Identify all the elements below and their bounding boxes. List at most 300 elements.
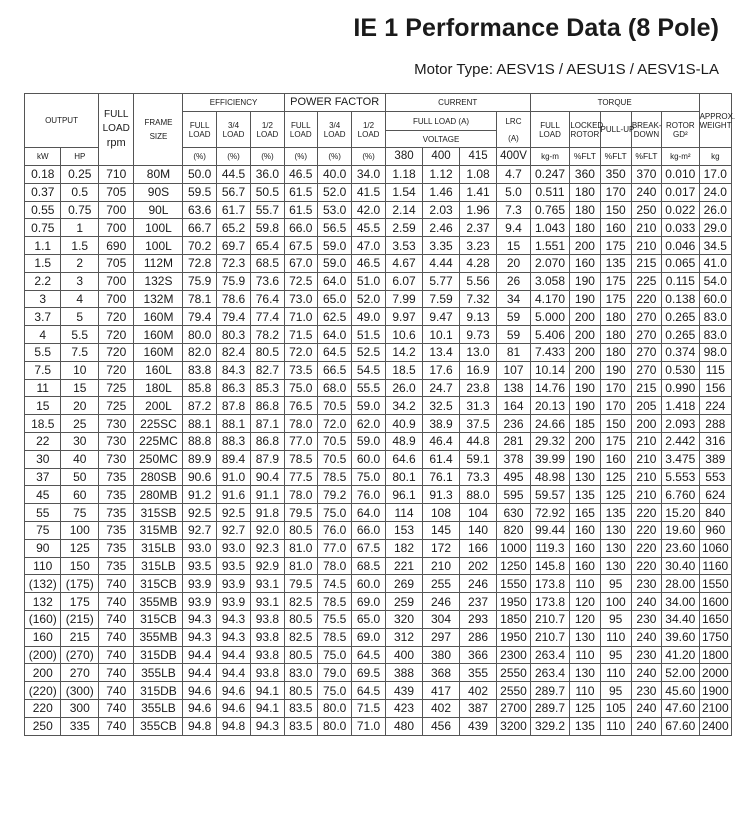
cell-torque-locked-rotor: 165 — [570, 504, 600, 522]
cell-torque-full-load: 210.7 — [530, 610, 570, 628]
cell-hp: 2 — [61, 254, 99, 272]
cell-torque-locked-rotor: 200 — [570, 361, 600, 379]
cell-weight: 1650 — [699, 610, 731, 628]
cell-eff-34: 92.7 — [216, 521, 250, 539]
cell-torque-pull-up: 125 — [600, 486, 631, 504]
cell-hp: 335 — [61, 717, 99, 735]
cell-torque-locked-rotor: 190 — [570, 397, 600, 415]
full-load-speed-header: FULL LOAD rpm — [99, 94, 134, 166]
cell-weight: 17.0 — [699, 166, 731, 184]
cell-kw: (220) — [25, 682, 61, 700]
pf-12-unit: (%) — [352, 148, 385, 166]
cell-torque-locked-rotor: 200 — [570, 432, 600, 450]
cell-eff-full: 94.6 — [183, 699, 216, 717]
torque-locked-rotor-header: LOCKED ROTOR — [570, 112, 600, 148]
cell-pf-34: 70.5 — [317, 432, 351, 450]
cell-frame: 90L — [134, 201, 183, 219]
cell-rpm: 740 — [99, 646, 134, 664]
cell-torque-locked-rotor: 125 — [570, 699, 600, 717]
cell-pf-12: 64.5 — [352, 682, 385, 700]
cell-pf-full: 80.5 — [284, 610, 317, 628]
cell-torque-full-load: 263.4 — [530, 664, 570, 682]
cell-torque-break-down: 230 — [631, 646, 661, 664]
cell-pf-34: 78.0 — [317, 557, 351, 575]
cell-pf-12: 69.0 — [352, 593, 385, 611]
cell-eff-full: 94.3 — [183, 628, 216, 646]
cell-eff-34: 79.4 — [216, 308, 250, 326]
pf-12-load-header: 1/2 LOAD — [352, 112, 385, 148]
cell-rotor-gd2: 45.60 — [662, 682, 700, 700]
cell-pf-34: 56.5 — [317, 219, 351, 237]
cell-kw: 75 — [25, 521, 61, 539]
cell-current-380: 269 — [385, 575, 423, 593]
cell-rotor-gd2: 0.265 — [662, 308, 700, 326]
cell-pf-12: 59.0 — [352, 432, 385, 450]
cell-eff-full: 85.8 — [183, 379, 216, 397]
cell-rotor-gd2: 34.40 — [662, 610, 700, 628]
table-row — [25, 379, 732, 397]
cell-eff-12: 87.1 — [251, 415, 284, 433]
cell-current-415: 2.37 — [459, 219, 497, 237]
cell-current-400: 145 — [423, 521, 459, 539]
cell-eff-full: 94.4 — [183, 646, 216, 664]
cell-rotor-gd2: 0.022 — [662, 201, 700, 219]
table-row — [25, 504, 732, 522]
cell-current-380: 388 — [385, 664, 423, 682]
cell-eff-34: 75.9 — [216, 272, 250, 290]
cell-current-380: 114 — [385, 504, 423, 522]
cell-lrc: 595 — [497, 486, 530, 504]
cell-rpm: 740 — [99, 717, 134, 735]
cell-kw: (160) — [25, 610, 61, 628]
cell-lrc: 34 — [497, 290, 530, 308]
cell-pf-12: 71.5 — [352, 699, 385, 717]
cell-rpm: 700 — [99, 290, 134, 308]
cell-torque-full-load: 24.66 — [530, 415, 570, 433]
cell-frame: 315CB — [134, 575, 183, 593]
cell-pf-full: 61.5 — [284, 201, 317, 219]
cell-pf-full: 71.0 — [284, 308, 317, 326]
cell-pf-34: 76.0 — [317, 521, 351, 539]
cell-frame: 80M — [134, 166, 183, 184]
cell-hp: 75 — [61, 504, 99, 522]
cell-rpm: 740 — [99, 575, 134, 593]
cell-pf-34: 80.0 — [317, 717, 351, 735]
cell-torque-locked-rotor: 190 — [570, 290, 600, 308]
cell-eff-full: 87.2 — [183, 397, 216, 415]
cell-torque-pull-up: 110 — [600, 664, 631, 682]
table-row — [25, 575, 732, 593]
cell-eff-12: 50.5 — [251, 183, 284, 201]
cell-current-400: 38.9 — [423, 415, 459, 433]
cell-torque-full-load: 1.043 — [530, 219, 570, 237]
table-row — [25, 237, 732, 255]
cell-current-380: 34.2 — [385, 397, 423, 415]
cell-eff-34: 89.4 — [216, 450, 250, 468]
cell-rpm: 740 — [99, 593, 134, 611]
cell-current-380: 2.14 — [385, 201, 423, 219]
cell-eff-full: 94.8 — [183, 717, 216, 735]
cell-current-415: 23.8 — [459, 379, 497, 397]
cell-hp: 25 — [61, 415, 99, 433]
cell-eff-full: 92.7 — [183, 521, 216, 539]
cell-torque-break-down: 210 — [631, 486, 661, 504]
table-row — [25, 486, 732, 504]
cell-frame: 315CB — [134, 610, 183, 628]
cell-torque-full-load: 173.8 — [530, 575, 570, 593]
cell-current-415: 7.32 — [459, 290, 497, 308]
cell-lrc: 26 — [497, 272, 530, 290]
cell-torque-break-down: 210 — [631, 219, 661, 237]
cell-torque-locked-rotor: 160 — [570, 254, 600, 272]
cell-current-400: 297 — [423, 628, 459, 646]
cell-kw: 110 — [25, 557, 61, 575]
cell-torque-full-load: 5.000 — [530, 308, 570, 326]
cell-current-400: 91.3 — [423, 486, 459, 504]
cell-pf-12: 71.0 — [352, 717, 385, 735]
cell-torque-break-down: 240 — [631, 593, 661, 611]
cell-current-415: 37.5 — [459, 415, 497, 433]
eff-full-load-header: FULL LOAD — [183, 112, 216, 148]
cell-frame: 160M — [134, 308, 183, 326]
cell-torque-locked-rotor: 120 — [570, 610, 600, 628]
cell-hp: 1 — [61, 219, 99, 237]
cell-torque-pull-up: 95 — [600, 610, 631, 628]
cell-current-380: 64.6 — [385, 450, 423, 468]
cell-current-380: 3.53 — [385, 237, 423, 255]
cell-pf-full: 76.5 — [284, 397, 317, 415]
cell-pf-full: 78.0 — [284, 415, 317, 433]
cell-current-380: 400 — [385, 646, 423, 664]
cell-torque-locked-rotor: 160 — [570, 539, 600, 557]
cell-hp: 175 — [61, 593, 99, 611]
cell-lrc: 1550 — [497, 575, 530, 593]
cell-weight: 840 — [699, 504, 731, 522]
cell-pf-12: 64.5 — [352, 646, 385, 664]
pf-34-unit: (%) — [317, 148, 351, 166]
cell-current-415: 88.0 — [459, 486, 497, 504]
cell-kw: 45 — [25, 486, 61, 504]
cell-weight: 24.0 — [699, 183, 731, 201]
cell-kw: 15 — [25, 397, 61, 415]
cell-lrc: 820 — [497, 521, 530, 539]
cell-current-400: 3.35 — [423, 237, 459, 255]
cell-eff-full: 92.5 — [183, 504, 216, 522]
cell-rotor-gd2: 23.60 — [662, 539, 700, 557]
cell-frame: 355LB — [134, 664, 183, 682]
cell-current-380: 80.1 — [385, 468, 423, 486]
cell-rpm: 730 — [99, 450, 134, 468]
cell-hp: 10 — [61, 361, 99, 379]
cell-rotor-gd2: 2.442 — [662, 432, 700, 450]
cell-current-415: 16.9 — [459, 361, 497, 379]
cell-torque-full-load: 59.57 — [530, 486, 570, 504]
cell-torque-locked-rotor: 135 — [570, 486, 600, 504]
cell-torque-full-load: 5.406 — [530, 326, 570, 344]
cell-frame: 355LB — [134, 699, 183, 717]
cell-pf-12: 69.5 — [352, 664, 385, 682]
cell-current-415: 237 — [459, 593, 497, 611]
cell-torque-break-down: 220 — [631, 290, 661, 308]
cell-current-415: 13.0 — [459, 343, 497, 361]
cell-eff-12: 93.1 — [251, 593, 284, 611]
cell-frame: 225SC — [134, 415, 183, 433]
cell-torque-locked-rotor: 190 — [570, 379, 600, 397]
cell-pf-12: 47.0 — [352, 237, 385, 255]
cell-frame: 250MC — [134, 450, 183, 468]
cell-torque-full-load: 14.76 — [530, 379, 570, 397]
cell-weight: 288 — [699, 415, 731, 433]
cell-hp: 215 — [61, 628, 99, 646]
cell-pf-34: 75.5 — [317, 610, 351, 628]
cell-kw: 55 — [25, 504, 61, 522]
cell-torque-locked-rotor: 110 — [570, 575, 600, 593]
cell-current-380: 14.2 — [385, 343, 423, 361]
table-row — [25, 664, 732, 682]
cell-eff-34: 93.9 — [216, 575, 250, 593]
lrc-header: LRC (A) — [497, 112, 530, 148]
cell-eff-34: 94.6 — [216, 682, 250, 700]
cell-kw: 0.75 — [25, 219, 61, 237]
cell-torque-pull-up: 135 — [600, 254, 631, 272]
cell-pf-full: 72.5 — [284, 272, 317, 290]
cell-rpm: 735 — [99, 557, 134, 575]
cell-pf-34: 75.0 — [317, 646, 351, 664]
cell-torque-locked-rotor: 200 — [570, 308, 600, 326]
cell-hp: 100 — [61, 521, 99, 539]
cell-current-415: 31.3 — [459, 397, 497, 415]
cell-eff-12: 78.2 — [251, 326, 284, 344]
cell-eff-34: 65.2 — [216, 219, 250, 237]
cell-eff-full: 63.6 — [183, 201, 216, 219]
cell-pf-full: 67.5 — [284, 237, 317, 255]
cell-current-415: 387 — [459, 699, 497, 717]
performance-table — [24, 93, 736, 736]
cell-current-400: 76.1 — [423, 468, 459, 486]
cell-torque-pull-up: 175 — [600, 272, 631, 290]
cell-torque-pull-up: 110 — [600, 628, 631, 646]
cell-torque-full-load: 99.44 — [530, 521, 570, 539]
cell-lrc: 630 — [497, 504, 530, 522]
cell-kw: 5.5 — [25, 343, 61, 361]
cell-lrc: 3200 — [497, 717, 530, 735]
cell-current-415: 439 — [459, 717, 497, 735]
cell-pf-full: 73.5 — [284, 361, 317, 379]
cell-torque-break-down: 240 — [631, 664, 661, 682]
cell-eff-34: 56.7 — [216, 183, 250, 201]
table-row — [25, 219, 732, 237]
cell-lrc: 2550 — [497, 664, 530, 682]
cell-torque-break-down: 220 — [631, 521, 661, 539]
cell-pf-34: 68.0 — [317, 379, 351, 397]
cell-eff-12: 76.4 — [251, 290, 284, 308]
cell-rotor-gd2: 0.017 — [662, 183, 700, 201]
cell-pf-full: 80.5 — [284, 521, 317, 539]
cell-pf-12: 46.5 — [352, 254, 385, 272]
cell-current-400: 2.03 — [423, 201, 459, 219]
cell-torque-full-load: 29.32 — [530, 432, 570, 450]
cell-lrc: 15 — [497, 237, 530, 255]
cell-current-380: 26.0 — [385, 379, 423, 397]
cell-lrc: 9.4 — [497, 219, 530, 237]
cell-torque-break-down: 270 — [631, 326, 661, 344]
cell-current-380: 182 — [385, 539, 423, 557]
cell-lrc: 1250 — [497, 557, 530, 575]
cell-torque-full-load: 3.058 — [530, 272, 570, 290]
cell-torque-pull-up: 95 — [600, 575, 631, 593]
cell-torque-pull-up: 100 — [600, 593, 631, 611]
cell-torque-locked-rotor: 110 — [570, 646, 600, 664]
cell-torque-full-load: 0.247 — [530, 166, 570, 184]
cell-frame: 280MB — [134, 486, 183, 504]
cell-pf-full: 81.0 — [284, 557, 317, 575]
cell-torque-pull-up: 130 — [600, 557, 631, 575]
cell-current-415: 402 — [459, 682, 497, 700]
cell-pf-34: 59.0 — [317, 254, 351, 272]
cell-hp: 0.25 — [61, 166, 99, 184]
cell-torque-break-down: 230 — [631, 610, 661, 628]
cell-eff-12: 93.1 — [251, 575, 284, 593]
cell-pf-12: 67.5 — [352, 539, 385, 557]
cell-eff-34: 72.3 — [216, 254, 250, 272]
cell-pf-full: 67.0 — [284, 254, 317, 272]
cell-current-400: 32.5 — [423, 397, 459, 415]
cell-rpm: 720 — [99, 361, 134, 379]
cell-lrc: 1850 — [497, 610, 530, 628]
cell-torque-full-load: 72.92 — [530, 504, 570, 522]
cell-lrc: 236 — [497, 415, 530, 433]
cell-weight: 624 — [699, 486, 731, 504]
cell-hp: 30 — [61, 432, 99, 450]
cell-pf-full: 73.0 — [284, 290, 317, 308]
cell-pf-34: 59.0 — [317, 237, 351, 255]
cell-pf-34: 64.0 — [317, 272, 351, 290]
cell-kw: 200 — [25, 664, 61, 682]
cell-hp: 40 — [61, 450, 99, 468]
cell-hp: 300 — [61, 699, 99, 717]
cell-eff-full: 59.5 — [183, 183, 216, 201]
eff-34-unit: (%) — [216, 148, 250, 166]
cell-eff-full: 72.8 — [183, 254, 216, 272]
cell-current-400: 13.4 — [423, 343, 459, 361]
cell-pf-full: 78.5 — [284, 450, 317, 468]
cell-torque-pull-up: 175 — [600, 237, 631, 255]
cell-current-380: 312 — [385, 628, 423, 646]
cell-current-400: 368 — [423, 664, 459, 682]
cell-kw: 3 — [25, 290, 61, 308]
table-row — [25, 308, 732, 326]
cell-weight: 1900 — [699, 682, 731, 700]
cell-pf-12: 75.0 — [352, 468, 385, 486]
cell-current-380: 7.99 — [385, 290, 423, 308]
cell-eff-34: 78.6 — [216, 290, 250, 308]
eff-34-load-header: 3/4 LOAD — [216, 112, 250, 148]
cell-current-400: 456 — [423, 717, 459, 735]
table-row — [25, 166, 732, 184]
cell-torque-full-load: 2.070 — [530, 254, 570, 272]
cell-pf-12: 55.5 — [352, 379, 385, 397]
cell-rotor-gd2: 0.374 — [662, 343, 700, 361]
cell-hp: 15 — [61, 379, 99, 397]
cell-pf-34: 70.5 — [317, 450, 351, 468]
cell-eff-34: 93.9 — [216, 593, 250, 611]
cell-torque-pull-up: 110 — [600, 717, 631, 735]
cell-rpm: 735 — [99, 504, 134, 522]
cell-kw: 4 — [25, 326, 61, 344]
cell-weight: 26.0 — [699, 201, 731, 219]
hp-header: HP — [61, 148, 99, 166]
table-row — [25, 326, 732, 344]
cell-lrc: 4.7 — [497, 166, 530, 184]
cell-current-415: 104 — [459, 504, 497, 522]
cell-torque-break-down: 220 — [631, 557, 661, 575]
cell-current-380: 1.18 — [385, 166, 423, 184]
cell-torque-break-down: 210 — [631, 468, 661, 486]
table-row — [25, 450, 732, 468]
cell-torque-full-load: 210.7 — [530, 628, 570, 646]
output-header: OUTPUT — [25, 94, 99, 148]
cell-frame: 132M — [134, 290, 183, 308]
cell-eff-12: 59.8 — [251, 219, 284, 237]
table-header — [25, 94, 736, 166]
motor-type-subtitle: Motor Type: AESV1S / AESU1S / AESV1S-LA — [414, 61, 719, 78]
cell-current-400: 1.46 — [423, 183, 459, 201]
cell-pf-full: 79.5 — [284, 504, 317, 522]
page-title: IE 1 Performance Data (8 Pole) — [353, 14, 719, 42]
kw-header: kW — [25, 148, 61, 166]
cell-eff-12: 92.3 — [251, 539, 284, 557]
cell-eff-34: 94.3 — [216, 628, 250, 646]
cell-lrc: 378 — [497, 450, 530, 468]
cell-current-415: 73.3 — [459, 468, 497, 486]
cell-pf-12: 60.0 — [352, 575, 385, 593]
cell-kw: 30 — [25, 450, 61, 468]
cell-kw: (132) — [25, 575, 61, 593]
cell-current-400: 108 — [423, 504, 459, 522]
cell-eff-34: 93.0 — [216, 539, 250, 557]
cell-torque-full-load: 39.99 — [530, 450, 570, 468]
table-row — [25, 539, 732, 557]
cell-torque-pull-up: 175 — [600, 432, 631, 450]
cell-current-380: 18.5 — [385, 361, 423, 379]
cell-current-415: 59.1 — [459, 450, 497, 468]
cell-torque-pull-up: 160 — [600, 219, 631, 237]
cell-torque-pull-up: 95 — [600, 682, 631, 700]
cell-eff-12: 93.8 — [251, 664, 284, 682]
cell-pf-full: 83.5 — [284, 717, 317, 735]
cell-current-415: 4.28 — [459, 254, 497, 272]
cell-eff-12: 94.3 — [251, 717, 284, 735]
cell-eff-full: 89.9 — [183, 450, 216, 468]
cell-current-415: 140 — [459, 521, 497, 539]
table-row — [25, 628, 732, 646]
cell-eff-12: 80.5 — [251, 343, 284, 361]
cell-torque-break-down: 270 — [631, 308, 661, 326]
table-body — [25, 166, 732, 736]
cell-eff-34: 94.8 — [216, 717, 250, 735]
torque-break-down-unit: %FLT — [631, 148, 661, 166]
cell-eff-12: 91.8 — [251, 504, 284, 522]
cell-eff-12: 93.8 — [251, 646, 284, 664]
cell-torque-locked-rotor: 130 — [570, 468, 600, 486]
cell-lrc: 138 — [497, 379, 530, 397]
table-row — [25, 557, 732, 575]
cell-torque-break-down: 215 — [631, 254, 661, 272]
cell-eff-full: 82.0 — [183, 343, 216, 361]
cell-torque-break-down: 240 — [631, 183, 661, 201]
torque-break-down-header: BREAK- DOWN — [631, 112, 661, 148]
cell-torque-locked-rotor: 180 — [570, 183, 600, 201]
